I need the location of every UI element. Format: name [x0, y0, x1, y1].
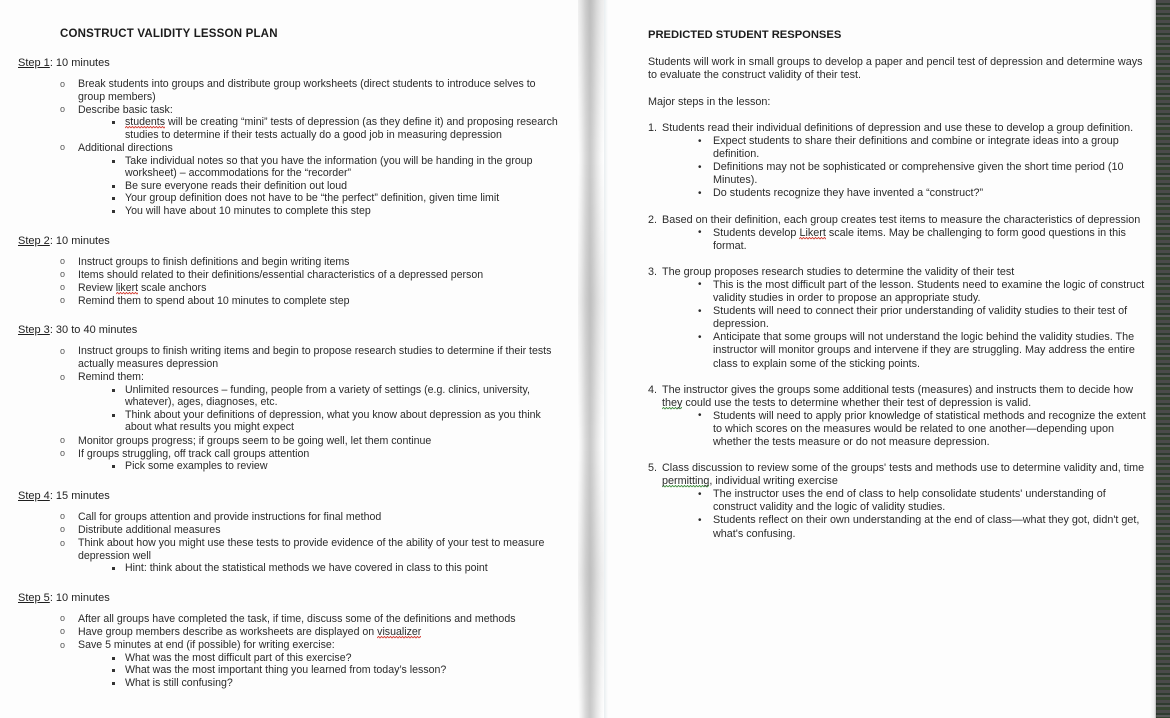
list-item: What is still confusing?	[109, 677, 562, 690]
step-subitem-list	[78, 562, 562, 575]
list-item: • Anticipate that some groups will not understand the logic behind the validity studies. The instructor will monitor groups and intervene if they are struggling. May address the entire class to explain some of the sticking points.	[698, 331, 1149, 370]
left-page	[0, 0, 578, 718]
numbered-subitem-list	[662, 135, 1149, 200]
list-item: o Break students into groups and distribute group worksheets (direct students to introduce selves to group members)	[58, 78, 562, 103]
step-item-list	[18, 613, 562, 690]
numbered-item: Class discussion to review some of the groups' tests and methods use to determine validity and, time permitting, individual writing exercise • The instructor uses the end of class to help consolidate students' understanding of construct validity and the logic of validity studies. • Students reflect on their own understanding at the end of class—what they got, didn't get, what's confusing.	[648, 462, 1149, 541]
list-item: Hint: think about the statistical methods we have covered in class to this point	[109, 562, 562, 575]
spellcheck-flagged-word: likert	[115, 281, 139, 294]
step-heading	[18, 490, 562, 502]
page-title: CONSTRUCT VALIDITY LESSON PLAN	[60, 28, 278, 40]
list-item: What was the most important thing you learned from today’s lesson?	[109, 664, 562, 677]
numbered-subitem-list	[662, 410, 1149, 449]
lesson-plan-steps	[18, 57, 562, 689]
list-item: o Remind them to spend about 10 minutes to complete step	[58, 295, 562, 308]
step-label: Step 1	[18, 57, 50, 69]
step-heading	[18, 57, 562, 69]
step-subitem-list	[78, 116, 562, 141]
right-page-intro: Students will work in small groups to develop a paper and pencil test of depression and determine ways to evaluate the construct validity of their test.	[648, 56, 1143, 81]
step-duration: : 15 minutes	[49, 489, 110, 502]
grammar-flagged-word: they	[662, 396, 683, 409]
step-subitem-list	[78, 460, 562, 473]
list-item: o Instruct groups to finish writing items and begin to propose research studies to determine if their tests actually measures depression	[58, 345, 562, 370]
list-item: o Items should related to their definitions/essential characteristics of a depressed person	[58, 269, 562, 282]
list-item: You will have about 10 minutes to complete this step	[109, 205, 562, 218]
step-duration: : 30 to 40 minutes	[49, 324, 138, 337]
list-item: • The instructor uses the end of class to help consolidate students' understanding of construct validity and the logic of validity studies.	[698, 488, 1149, 514]
list-item: o Review likert scale anchors	[58, 282, 562, 295]
book-gutter-shadow	[578, 0, 604, 718]
step-label: Step 3	[18, 324, 50, 337]
spellcheck-flagged-word: students	[125, 116, 166, 129]
predicted-responses-list	[648, 122, 1149, 541]
grammar-flagged-word: permitting	[662, 475, 710, 488]
list-item: o Save 5 minutes at end (if possible) for writing exercise: What was the most difficult part of this exercise? What was the most important thing you learned from today’s lesson? What is still confusing?	[58, 639, 562, 689]
list-item: • Do students recognize they have invented a “construct?”	[698, 187, 1149, 200]
list-item: o Have group members describe as worksheets are displayed on visualizer	[58, 626, 562, 639]
numbered-item: Based on their definition, each group creates test items to measure the characteristics of depression • Students develop Likert scale items. May be challenging to form good questions in this format.	[648, 214, 1149, 253]
list-item: • Students will need to apply prior knowledge of statistical methods and recognize the extent to which scores on the measures would be related to one another—depending upon whether the tests measure or do not measure depression.	[698, 410, 1149, 449]
step-duration: : 10 minutes	[49, 57, 110, 69]
numbered-item: Students read their individual definitions of depression and use these to develop a group definition. • Expect students to share their definitions and combine or integrate ideas into a group definition. • Definitions may not be sophisticated or comprehensive given the short time period (10 Minutes). • Do students recognize they have invented a “construct?”	[648, 122, 1149, 201]
list-item: Pick some examples to review	[109, 460, 562, 473]
spellcheck-flagged-word: Likert	[799, 226, 826, 239]
list-item: o Additional directions Take individual notes so that you have the information (you will be handing in the group worksheet) – accommodations for the “recorder” Be sure everyone reads their definition out loud Your group definition does not have to be “the perfect” definition, given time limit You will have about 10 minutes to complete this step	[58, 142, 562, 218]
list-item: o After all groups have completed the task, if time, discuss some of the definitions and methods	[58, 613, 562, 626]
list-item: students will be creating “mini” tests of depression (as they define it) and proposing research studies to determine if their tests actually do a good job in measuring depression	[109, 116, 562, 141]
scan-right-edge	[1156, 0, 1170, 718]
numbered-subitem-list	[662, 488, 1149, 540]
right-page-title: PREDICTED STUDENT RESPONSES	[648, 29, 842, 41]
step-duration: : 10 minutes	[49, 234, 110, 247]
list-item: • Definitions may not be sophisticated or comprehensive given the short time period (10 Minutes).	[698, 161, 1149, 187]
list-item: o Think about how you might use these tests to provide evidence of the ability of your test to measure depression well Hint: think about the statistical methods we have covered in class to this point	[58, 537, 562, 575]
numbered-subitem-list	[662, 279, 1149, 371]
list-item: • Students develop Likert scale items. May be challenging to form good questions in this format.	[698, 227, 1149, 253]
list-item: • Students will need to connect their prior understanding of validity studies to their test of depression.	[698, 305, 1149, 331]
step-item-list	[18, 511, 562, 575]
step-heading	[18, 324, 562, 336]
step-heading	[18, 235, 562, 247]
step-duration: : 10 minutes	[49, 591, 110, 604]
step-heading	[18, 592, 562, 604]
list-item: o Describe basic task: students will be creating “mini” tests of depression (as they define it) and proposing research studies to determine if their tests actually do a good job in measuring depression	[58, 104, 562, 142]
list-item: o Remind them: Unlimited resources – funding, people from a variety of settings (e.g. clinics, university, whatever), ages, diagnoses, etc. Think about your definitions of depression, what you know about depression as you think about what results you might expect	[58, 371, 562, 434]
list-item: Think about your definitions of depression, what you know about depression as you think about what results you might expect	[109, 409, 562, 434]
step-item-list	[18, 78, 562, 218]
list-item: o If groups struggling, off track call groups attention Pick some examples to review	[58, 448, 562, 473]
step-subitem-list	[78, 652, 562, 690]
step-subitem-list	[78, 155, 562, 218]
list-item: • This is the most difficult part of the lesson. Students need to examine the logic of construct validity studies in order to propose an appropriate study.	[698, 279, 1149, 305]
list-item: o Monitor groups progress; if groups seem to be going well, let them continue	[58, 435, 562, 448]
list-item: Take individual notes so that you have the information (you will be handing in the group worksheet) – accommodations for the “recorder”	[109, 155, 562, 180]
list-item: What was the most difficult part of this exercise?	[109, 652, 562, 665]
step-label: Step 5	[18, 591, 50, 604]
right-page-inner-edge	[604, 0, 608, 718]
list-item: o Distribute additional measures	[58, 524, 562, 537]
right-page	[604, 0, 1157, 718]
step-item-list	[18, 256, 562, 308]
spellcheck-flagged-word: visualizer	[377, 625, 422, 638]
numbered-subitem-list	[662, 227, 1149, 253]
step-label: Step 2	[18, 234, 50, 247]
step-subitem-list	[78, 384, 562, 434]
list-item: Your group definition does not have to be “the perfect” definition, given time limit	[109, 192, 562, 205]
list-item: • Students reflect on their own understanding at the end of class—what they got, didn't get, what's confusing.	[698, 514, 1149, 540]
numbered-item: The group proposes research studies to determine the validity of their test • This is the most difficult part of the lesson. Students need to examine the logic of construct validity studies in order to propose an appropriate study. • Students will need to connect their prior understanding of validity studies to their test of depression. • Anticipate that some groups will not understand the logic behind the validity studies. The instructor will monitor groups and intervene if they are struggling. May address the entire class to explain some of the sticking points.	[648, 266, 1149, 371]
step-label: Step 4	[18, 489, 50, 502]
step-item-list	[18, 345, 562, 472]
list-item: Be sure everyone reads their definition out loud	[109, 180, 562, 193]
right-page-subhead: Major steps in the lesson:	[648, 96, 771, 108]
list-item: o Instruct groups to finish definitions and begin writing items	[58, 256, 562, 269]
numbered-item: The instructor gives the groups some additional tests (measures) and instructs them to decide how they could use the tests to determine whether their test of depression is valid. • Students will need to apply prior knowledge of statistical methods and recognize the extent to which scores on the measures would be related to one another—depending upon whether the tests measure or do not measure depression.	[648, 384, 1149, 449]
list-item: Unlimited resources – funding, people from a variety of settings (e.g. clinics, university, whatever), ages, diagnoses, etc.	[109, 384, 562, 409]
list-item: • Expect students to share their definitions and combine or integrate ideas into a group definition.	[698, 135, 1149, 161]
list-item: o Call for groups attention and provide instructions for final method	[58, 511, 562, 524]
